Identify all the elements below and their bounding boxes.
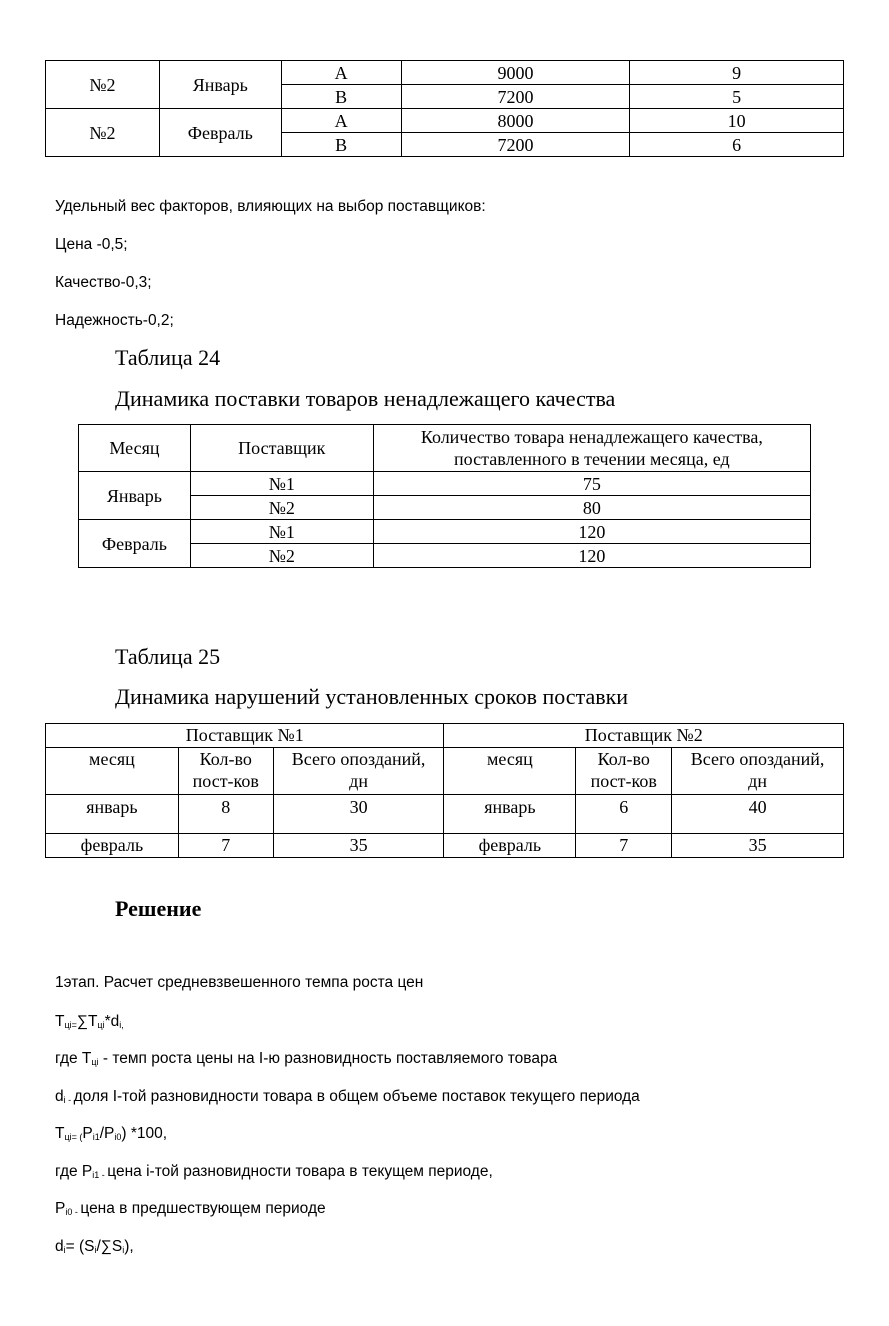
count-cell: 6 — [576, 795, 672, 834]
header-count-line1: Кол-во — [597, 749, 650, 769]
qty-cell: 120 — [373, 520, 810, 544]
price-cell: 10 — [630, 109, 844, 133]
month-cell: январь — [444, 795, 576, 834]
table-row — [46, 795, 844, 834]
supply-table — [45, 60, 844, 157]
delay-cell: 35 — [273, 834, 444, 858]
quality-table — [78, 424, 811, 568]
supplier-cell: №1 — [190, 472, 373, 496]
price-cell: 5 — [630, 85, 844, 109]
table-row — [46, 834, 844, 858]
header-month: Месяц — [79, 425, 191, 472]
qty-cell: 120 — [373, 544, 810, 568]
header-qty-line2: поставленного в течении месяца, ед — [454, 449, 730, 469]
count-cell: 8 — [178, 795, 273, 834]
step1-text: 1этап. Расчет средневзвешенного темпа роста цен — [55, 974, 424, 991]
month-cell: Январь — [79, 472, 191, 520]
month-cell: Февраль — [79, 520, 191, 568]
previous-price-definition: $P_{i0 -}$ цена в предшествующем периоде — [55, 1200, 326, 1217]
supplier-cell: №2 — [190, 496, 373, 520]
volume-cell: 9000 — [401, 61, 630, 85]
weight-price: Цена -0,5; — [55, 236, 128, 253]
goods-cell: А — [281, 61, 401, 85]
month-cell: февраль — [46, 834, 179, 858]
where-growth-definition: где $Т_{цi}$ - темп роста цены на I-ю разновидность поставляемого товара — [55, 1050, 558, 1067]
supplier-cell: №1 — [190, 520, 373, 544]
header-delay-line1: Всего опозданий, — [690, 749, 825, 769]
supplier-cell: №2 — [46, 109, 160, 157]
table-row — [46, 109, 844, 133]
table-row — [79, 472, 811, 496]
qty-cell: 75 — [373, 472, 810, 496]
solution-heading: Решение — [115, 896, 202, 921]
month-cell: Февраль — [159, 109, 281, 157]
header-qty — [373, 425, 810, 472]
header-month: месяц — [46, 748, 179, 795]
table-row — [46, 61, 844, 85]
header-count-line1: Кол-во — [199, 749, 252, 769]
formula-share: $d_i= (S_i/\sum S_i)$, — [55, 1238, 134, 1255]
supplier-cell: №2 — [46, 61, 160, 109]
group-supplier-2: Поставщик №2 — [444, 724, 844, 748]
weights-intro: Удельный вес факторов, влияющих на выбор поставщиков: — [55, 198, 486, 215]
table24-number: Таблица 24 — [115, 345, 221, 370]
goods-cell: В — [281, 85, 401, 109]
table25-number: Таблица 25 — [115, 644, 221, 669]
month-cell: февраль — [444, 834, 576, 858]
formula-weighted-growth: $Т_{цi=}\sum Т_{цi}*d_{i,}$ — [55, 1013, 124, 1030]
formula-growth-rate: $Т_{цi= (}P_{i1}/P_{i0}$) *100, — [55, 1125, 168, 1142]
header-delay-line1: Всего опозданий, — [291, 749, 426, 769]
count-cell: 7 — [576, 834, 672, 858]
header-count — [178, 748, 273, 795]
header-delay-line2: дн — [349, 771, 368, 791]
volume-cell: 7200 — [401, 85, 630, 109]
goods-cell: В — [281, 133, 401, 157]
weight-reliability: Надежность-0,2; — [55, 312, 174, 329]
table24-title: Динамика поставки товаров ненадлежащего качества — [115, 386, 616, 411]
group-supplier-1: Поставщик №1 — [46, 724, 444, 748]
table-row — [79, 520, 811, 544]
delay-cell: 35 — [672, 834, 844, 858]
delay-table — [45, 723, 844, 858]
header-count — [576, 748, 672, 795]
header-supplier: Поставщик — [190, 425, 373, 472]
delay-cell: 30 — [273, 795, 444, 834]
header-count-line2: пост-ков — [590, 771, 657, 791]
header-qty-line1: Количество товара ненадлежащего качества, — [420, 427, 763, 447]
goods-cell: А — [281, 109, 401, 133]
current-price-definition: где $P_{i1 -}$ цена i-той разновидности товара в текущем периоде, — [55, 1163, 493, 1180]
price-cell: 6 — [630, 133, 844, 157]
month-cell: Январь — [159, 61, 281, 109]
header-delay — [273, 748, 444, 795]
supplier-cell: №2 — [190, 544, 373, 568]
price-cell: 9 — [630, 61, 844, 85]
header-delay — [672, 748, 844, 795]
delay-cell: 40 — [672, 795, 844, 834]
month-cell: январь — [46, 795, 179, 834]
volume-cell: 8000 — [401, 109, 630, 133]
weight-quality: Качество-0,3; — [55, 274, 152, 291]
table-group-row — [46, 724, 844, 748]
count-cell: 7 — [178, 834, 273, 858]
header-month: месяц — [444, 748, 576, 795]
share-definition: $d_{i -}$ доля I-той разновидности товара в общем объеме поставок текущего периода — [55, 1088, 640, 1105]
table-header-row — [46, 748, 844, 795]
table-header-row — [79, 425, 811, 472]
table25-title: Динамика нарушений установленных сроков поставки — [115, 684, 629, 709]
volume-cell: 7200 — [401, 133, 630, 157]
header-count-line2: пост-ков — [192, 771, 259, 791]
header-delay-line2: дн — [748, 771, 767, 791]
qty-cell: 80 — [373, 496, 810, 520]
